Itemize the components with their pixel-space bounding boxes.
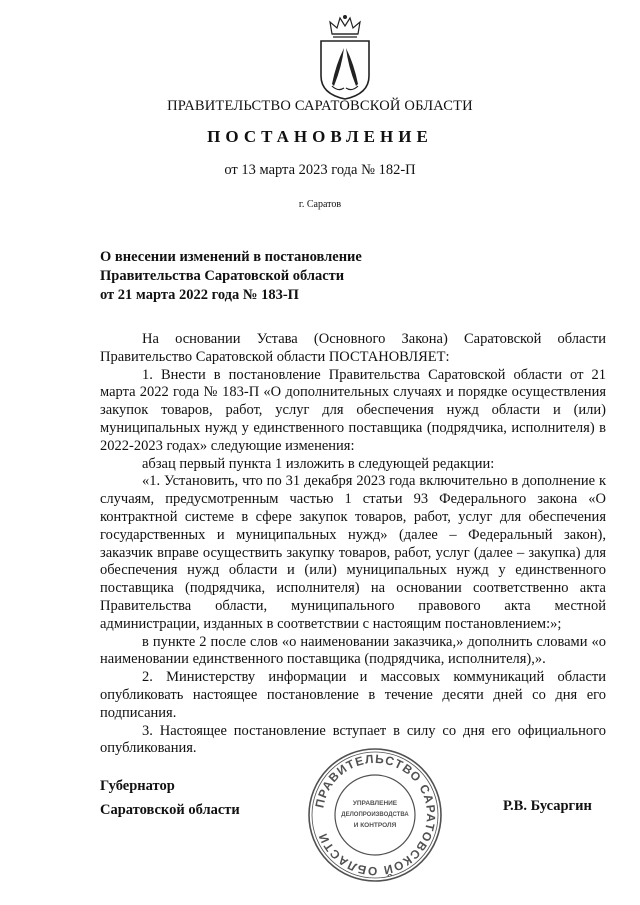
coat-of-arms-icon: [318, 14, 372, 100]
subject-line: Правительства Саратовской области: [100, 268, 345, 284]
subject-line: О внесении изменений в постановление: [100, 249, 362, 265]
document-body: [100, 331, 606, 758]
seal-center-text: ДЕЛОПРОИЗВОДСТВА: [341, 812, 409, 818]
signatory-title-line: Губернатор: [100, 778, 175, 794]
seal-center-text: И КОНТРОЛЯ: [353, 822, 397, 829]
body-paragraph: 3. Настоящее постановление вступает в силу со дня его официального опубликования.: [100, 722, 606, 757]
subject-line: от 21 марта 2022 года № 183-П: [100, 287, 299, 303]
organization-name: ПРАВИТЕЛЬСТВО САРАТОВСКОЙ ОБЛАСТИ: [167, 98, 473, 114]
document-date-number: от 13 марта 2023 года № 182-П: [224, 162, 416, 178]
body-paragraph: 2. Министерству информации и массовых коммуникаций области опубликовать настоящее постановление в течение десяти дней со дня его подписания.: [100, 669, 606, 721]
document-city: г. Саратов: [298, 199, 342, 210]
body-paragraph: 1. Внести в постановление Правительства Саратовской области от 21 марта 2022 года № 183-П «О дополнительных случаях и порядке осуществления закупок товаров, работ, услуг для обеспечения нужд области и (или) муниципальных нужд у единственного поставщика (подрядчика, исполнителя) в 2022-2023 годах» следующие изменения:: [100, 366, 606, 454]
document-subject: [100, 248, 362, 305]
body-paragraph: На основании Устава (Основного Закона) Саратовской области Правительство Саратовской области ПОСТАНОВЛЯЕТ:: [100, 331, 606, 365]
seal-center-text: УПРАВЛЕНИЕ: [352, 800, 398, 807]
signatory-title-line: Саратовской области: [100, 802, 240, 818]
official-seal: [305, 745, 445, 885]
document-type: ПОСТАНОВЛЕНИЕ: [207, 127, 433, 146]
seal-outer-text: ПРАВИТЕЛЬСТВО САРАТОВСКОЙ ОБЛАСТИ: [312, 751, 439, 879]
body-paragraph: в пункте 2 после слов «о наименовании заказчика,» дополнить словами «о наименовании единственного поставщика (подрядчика, исполнителя),».: [100, 633, 606, 668]
body-paragraph: абзац первый пункта 1 изложить в следующей редакции:: [142, 455, 495, 472]
body-paragraph: «1. Установить, что по 31 декабря 2023 года включительно в дополнение к случаям, предусмотренным частью 1 статьи 93 Федерального закона «О контрактной системе в сфере закупок товаров, работ, услуг для обеспечения государственных и муниципальных нужд» (далее – Федеральный закон), заказчик вправе осуществить закупку товаров, работ, услуг (далее – закупка) для обеспечения нужд области и (или) муниципальных нужд у единственного поставщика (подрядчика, исполнителя) на основании соответственно акта Правительства области, муниципального правового акта местной администрации, изданных в соответствии с настоящим постановлением:»;: [100, 473, 606, 632]
signatory-name: Р.В. Бусаргин: [503, 798, 592, 814]
signatory-title: [100, 774, 240, 822]
